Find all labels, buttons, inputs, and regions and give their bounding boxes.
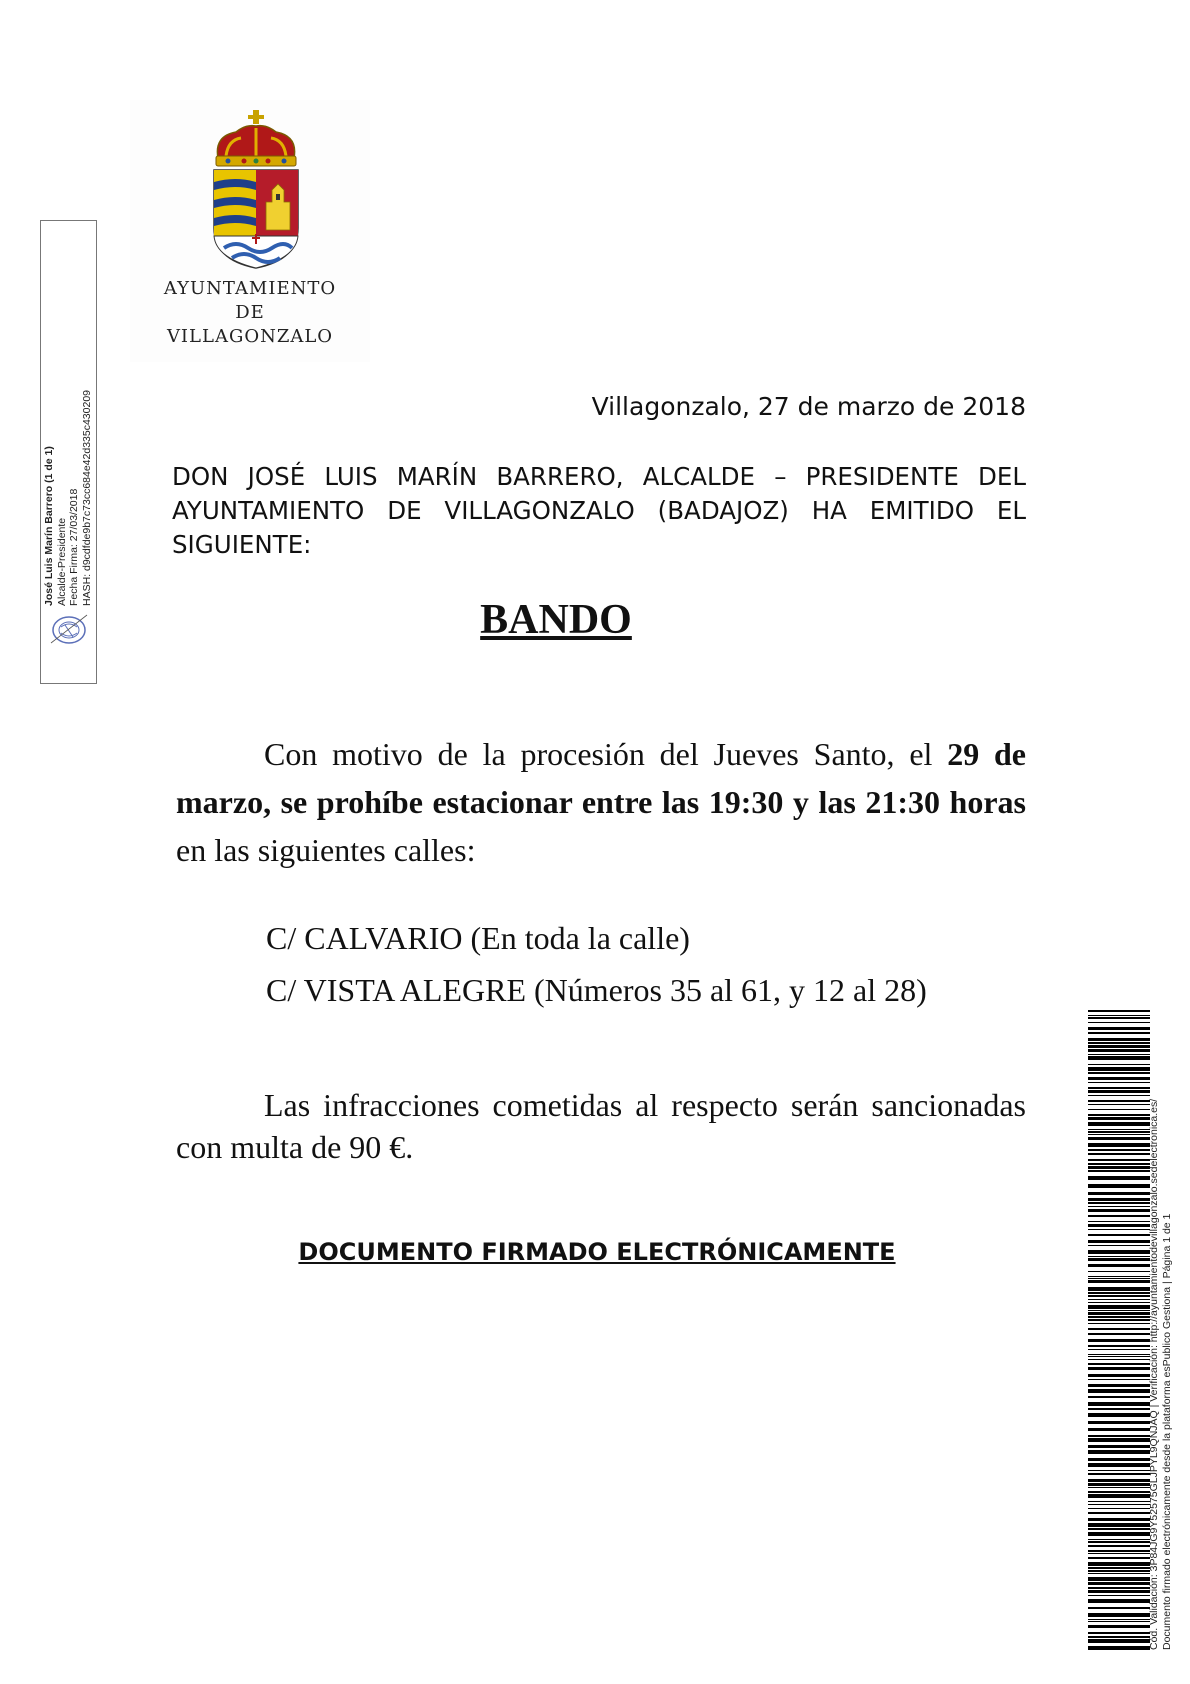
- barcode-bar: [1088, 1209, 1150, 1212]
- barcode-bar: [1088, 1234, 1150, 1236]
- barcode-bar: [1088, 1545, 1150, 1547]
- barcode-bar: [1088, 1305, 1150, 1309]
- barcode-bar: [1088, 1067, 1150, 1071]
- barcode-bar: [1088, 1159, 1150, 1161]
- barcode-bar: [1088, 1176, 1150, 1180]
- barcode-bar: [1088, 1613, 1150, 1617]
- barcode-bar: [1088, 1302, 1150, 1303]
- barcode-bar: [1088, 1339, 1150, 1342]
- barcode-bar: [1088, 1479, 1150, 1482]
- barcode-bar: [1088, 1087, 1150, 1089]
- barcode-bar: [1088, 1153, 1150, 1155]
- barcode-bar: [1088, 1494, 1150, 1498]
- validation-info: [1148, 1010, 1188, 1650]
- barcode-bar: [1088, 1215, 1150, 1217]
- barcode-bar: [1088, 1129, 1150, 1130]
- barcode-bar: [1088, 1042, 1150, 1044]
- barcode-bar: [1088, 1473, 1150, 1475]
- barcode-bar: [1088, 1198, 1150, 1201]
- validation-code: Cód. Validación: 3P84JG9Y52575GLJPYL9QNJAQ | Verificación: http://ayuntamientodevillagonzalo.sedelectronica.es/: [1148, 1098, 1160, 1650]
- barcode-bar: [1088, 1038, 1150, 1041]
- barcode-bar: [1088, 1646, 1150, 1650]
- barcode-bar: [1088, 1010, 1150, 1012]
- barcode-bar: [1088, 1384, 1150, 1387]
- street-item: C/ CALVARIO (En toda la calle): [266, 920, 690, 956]
- barcode-bar: [1088, 1539, 1150, 1540]
- barcode-bar: [1088, 1206, 1150, 1207]
- barcode-bar: [1088, 1402, 1150, 1406]
- barcode-bar: [1088, 1245, 1150, 1246]
- barcode-bar: [1088, 1082, 1150, 1083]
- barcode-bar: [1088, 1632, 1150, 1634]
- fine-paragraph: Las infracciones cometidas al respecto serán sancionadas con multa de 90 €.: [176, 1087, 1026, 1165]
- barcode-bar: [1088, 1131, 1150, 1133]
- barcode-bar: [1088, 1192, 1150, 1195]
- barcode-bar: [1088, 1104, 1150, 1105]
- signer-role: Alcalde-Presidente: [55, 517, 68, 606]
- barcode-bar: [1088, 1143, 1150, 1147]
- barcode-bar: [1088, 1532, 1150, 1536]
- barcode-bar: [1088, 1278, 1150, 1279]
- intro-text: DON JOSÉ LUIS MARÍN BARRERO, ALCALDE – PRESIDENTE DEL AYUNTAMIENTO DE VILLAGONZALO (BADAJOZ) HA EMITIDO EL SIGUIENTE:: [172, 462, 1026, 559]
- town-name-line-2: DE: [235, 302, 265, 323]
- barcode-bar: [1088, 1491, 1150, 1493]
- barcode-bar: [1088, 1264, 1150, 1267]
- barcode-bar: [1088, 1310, 1150, 1311]
- signer-name: José Luis Marín Barrero (1 de 1): [43, 446, 55, 606]
- signature-stamp-icon: [47, 607, 91, 653]
- street-item: C/ VISTA ALEGRE (Números 35 al 61, y 12 al 28): [266, 972, 927, 1008]
- barcode-bar: [1088, 1056, 1150, 1060]
- barcode-bar: [1088, 1184, 1150, 1188]
- barcode-bar: [1088, 1512, 1150, 1514]
- barcode-bar: [1088, 1504, 1150, 1505]
- barcode-bar: [1088, 1389, 1150, 1393]
- coat-of-arms-icon: [206, 110, 306, 270]
- barcode-bar: [1088, 1170, 1150, 1172]
- barcode-bar: [1088, 1095, 1150, 1096]
- barcode-bar: [1088, 1636, 1150, 1638]
- barcode-bar: [1088, 1621, 1150, 1622]
- barcode-bar: [1088, 1577, 1150, 1581]
- barcode-icon: [1088, 1010, 1150, 1650]
- barcode-bar: [1088, 1518, 1150, 1521]
- barcode-bar: [1088, 1027, 1150, 1030]
- barcode-bar: [1088, 1149, 1150, 1151]
- barcode-bar: [1088, 1567, 1150, 1569]
- town-name-line-1: AYUNTAMIENTO: [163, 278, 337, 299]
- barcode-bar: [1088, 1625, 1150, 1628]
- barcode-bar: [1088, 1445, 1150, 1448]
- signature-hash: HASH: d9cdfde9b7c73cc684e42d335c430209: [80, 389, 93, 606]
- barcode-bar: [1088, 1221, 1150, 1222]
- notice-text-after: en las siguientes calles:: [176, 832, 476, 868]
- barcode-bar: [1088, 1345, 1150, 1347]
- barcode-bar: [1088, 1045, 1150, 1048]
- barcode-bar: [1088, 1354, 1150, 1355]
- barcode-bar: [1088, 1557, 1150, 1559]
- barcode-bar: [1088, 1292, 1150, 1294]
- barcode-bar: [1088, 1523, 1150, 1527]
- barcode-bar: [1088, 1463, 1150, 1467]
- barcode-bar: [1088, 1550, 1150, 1552]
- barcode-bar: [1088, 1054, 1150, 1055]
- barcode-bar: [1088, 1323, 1150, 1324]
- barcode-bar: [1088, 1590, 1150, 1593]
- barcode-bar: [1088, 1408, 1150, 1410]
- barcode-bar: [1088, 1117, 1150, 1120]
- barcode-bar: [1088, 1435, 1150, 1437]
- barcode-bar: [1088, 1562, 1150, 1566]
- barcode-bar: [1088, 1166, 1150, 1169]
- notice-text-before: Con motivo de la procesión del Jueves Santo, el: [264, 736, 948, 772]
- barcode-bar: [1088, 1501, 1150, 1502]
- barcode-bar: [1088, 1553, 1150, 1554]
- barcode-bar: [1088, 1607, 1150, 1609]
- barcode-bar: [1088, 1122, 1150, 1126]
- barcode-bar: [1088, 1287, 1150, 1291]
- letterhead: [130, 100, 370, 362]
- barcode-bar: [1088, 1428, 1150, 1431]
- validation-platform: Documento firmado electrónicamente desde la plataforma esPublico Gestiona | Página 1 de 1: [1161, 1213, 1173, 1650]
- barcode-bar: [1088, 1487, 1150, 1488]
- signature-info: [43, 226, 99, 606]
- barcode-bar: [1088, 1438, 1150, 1442]
- barcode-bar: [1088, 1256, 1150, 1257]
- barcode-bar: [1088, 1570, 1150, 1572]
- notice-text-bold: 29 de marzo, se prohíbe estacionar entre las 19:30 y las 21:30 horas: [176, 736, 1027, 820]
- date-line: Villagonzalo, 27 de marzo de 2018: [591, 392, 1026, 421]
- barcode-bar: [1088, 1299, 1150, 1300]
- notice-paragraph: [176, 730, 1026, 874]
- barcode-bar: [1088, 1363, 1150, 1365]
- barcode-bar: [1088, 1090, 1150, 1093]
- barcode-bar: [1088, 1421, 1150, 1424]
- barcode-bar: [1088, 1114, 1150, 1116]
- barcode-bar: [1088, 1359, 1150, 1360]
- barcode-bar: [1088, 1582, 1150, 1585]
- barcode-bar: [1088, 1280, 1150, 1283]
- barcode-bar: [1088, 1109, 1150, 1110]
- signed-notice: DOCUMENTO FIRMADO ELECTRÓNICAMENTE: [298, 1238, 896, 1266]
- barcode-bar: [1088, 1240, 1150, 1243]
- barcode-bar: [1088, 1328, 1150, 1330]
- barcode-bar: [1088, 1017, 1150, 1019]
- barcode-bar: [1088, 1349, 1150, 1350]
- barcode-bar: [1088, 1458, 1150, 1461]
- barcode-bar: [1088, 1396, 1150, 1398]
- barcode-bar: [1088, 1250, 1150, 1254]
- barcode-bar: [1088, 1134, 1150, 1135]
- barcode-bar: [1088, 1072, 1150, 1074]
- barcode-bar: [1088, 1022, 1150, 1023]
- barcode-bar: [1088, 1312, 1150, 1315]
- barcode-bar: [1088, 1077, 1150, 1080]
- barcode-bar: [1088, 1573, 1150, 1574]
- town-name-line-3: VILLAGONZALO: [166, 326, 334, 347]
- barcode-bar: [1088, 1271, 1150, 1272]
- barcode-bar: [1088, 1229, 1150, 1230]
- barcode-bar: [1088, 1541, 1150, 1543]
- barcode-bar: [1088, 1258, 1150, 1261]
- barcode-bar: [1088, 1316, 1150, 1318]
- barcode-bar: [1088, 1367, 1150, 1370]
- barcode-bar: [1088, 1599, 1150, 1603]
- barcode-bar: [1088, 1202, 1150, 1204]
- barcode-bar: [1088, 1379, 1150, 1380]
- barcode-bar: [1088, 1483, 1150, 1486]
- barcode-bar: [1088, 1508, 1150, 1509]
- barcode-bar: [1088, 1100, 1150, 1102]
- barcode-bar: [1088, 1356, 1150, 1357]
- barcode-bar: [1088, 1137, 1150, 1140]
- barcode-bar: [1088, 1470, 1150, 1471]
- barcode-bar: [1088, 1319, 1150, 1321]
- barcode-bar: [1088, 1064, 1150, 1065]
- barcode-bar: [1088, 1163, 1150, 1165]
- barcode-bar: [1088, 1224, 1150, 1227]
- page-title: BANDO: [480, 597, 632, 643]
- barcode-bar: [1088, 1639, 1150, 1643]
- barcode-bar: [1088, 1374, 1150, 1377]
- barcode-bar: [1088, 1528, 1150, 1530]
- barcode-bar: [1088, 1295, 1150, 1297]
- barcode-bar: [1088, 1450, 1150, 1454]
- barcode-bar: [1088, 1595, 1150, 1596]
- signature-date: Fecha Firma: 27/03/2018: [68, 488, 80, 606]
- barcode-bar: [1088, 1049, 1150, 1052]
- barcode-bar: [1088, 1333, 1150, 1335]
- barcode-bar: [1088, 1413, 1150, 1417]
- barcode-bar: [1088, 1587, 1150, 1589]
- signature-box: [40, 220, 97, 684]
- barcode-bar: [1088, 1032, 1150, 1034]
- barcode-bar: [1088, 1276, 1150, 1277]
- barcode-bar: [1088, 1015, 1150, 1016]
- barcode-bar: [1088, 1619, 1150, 1620]
